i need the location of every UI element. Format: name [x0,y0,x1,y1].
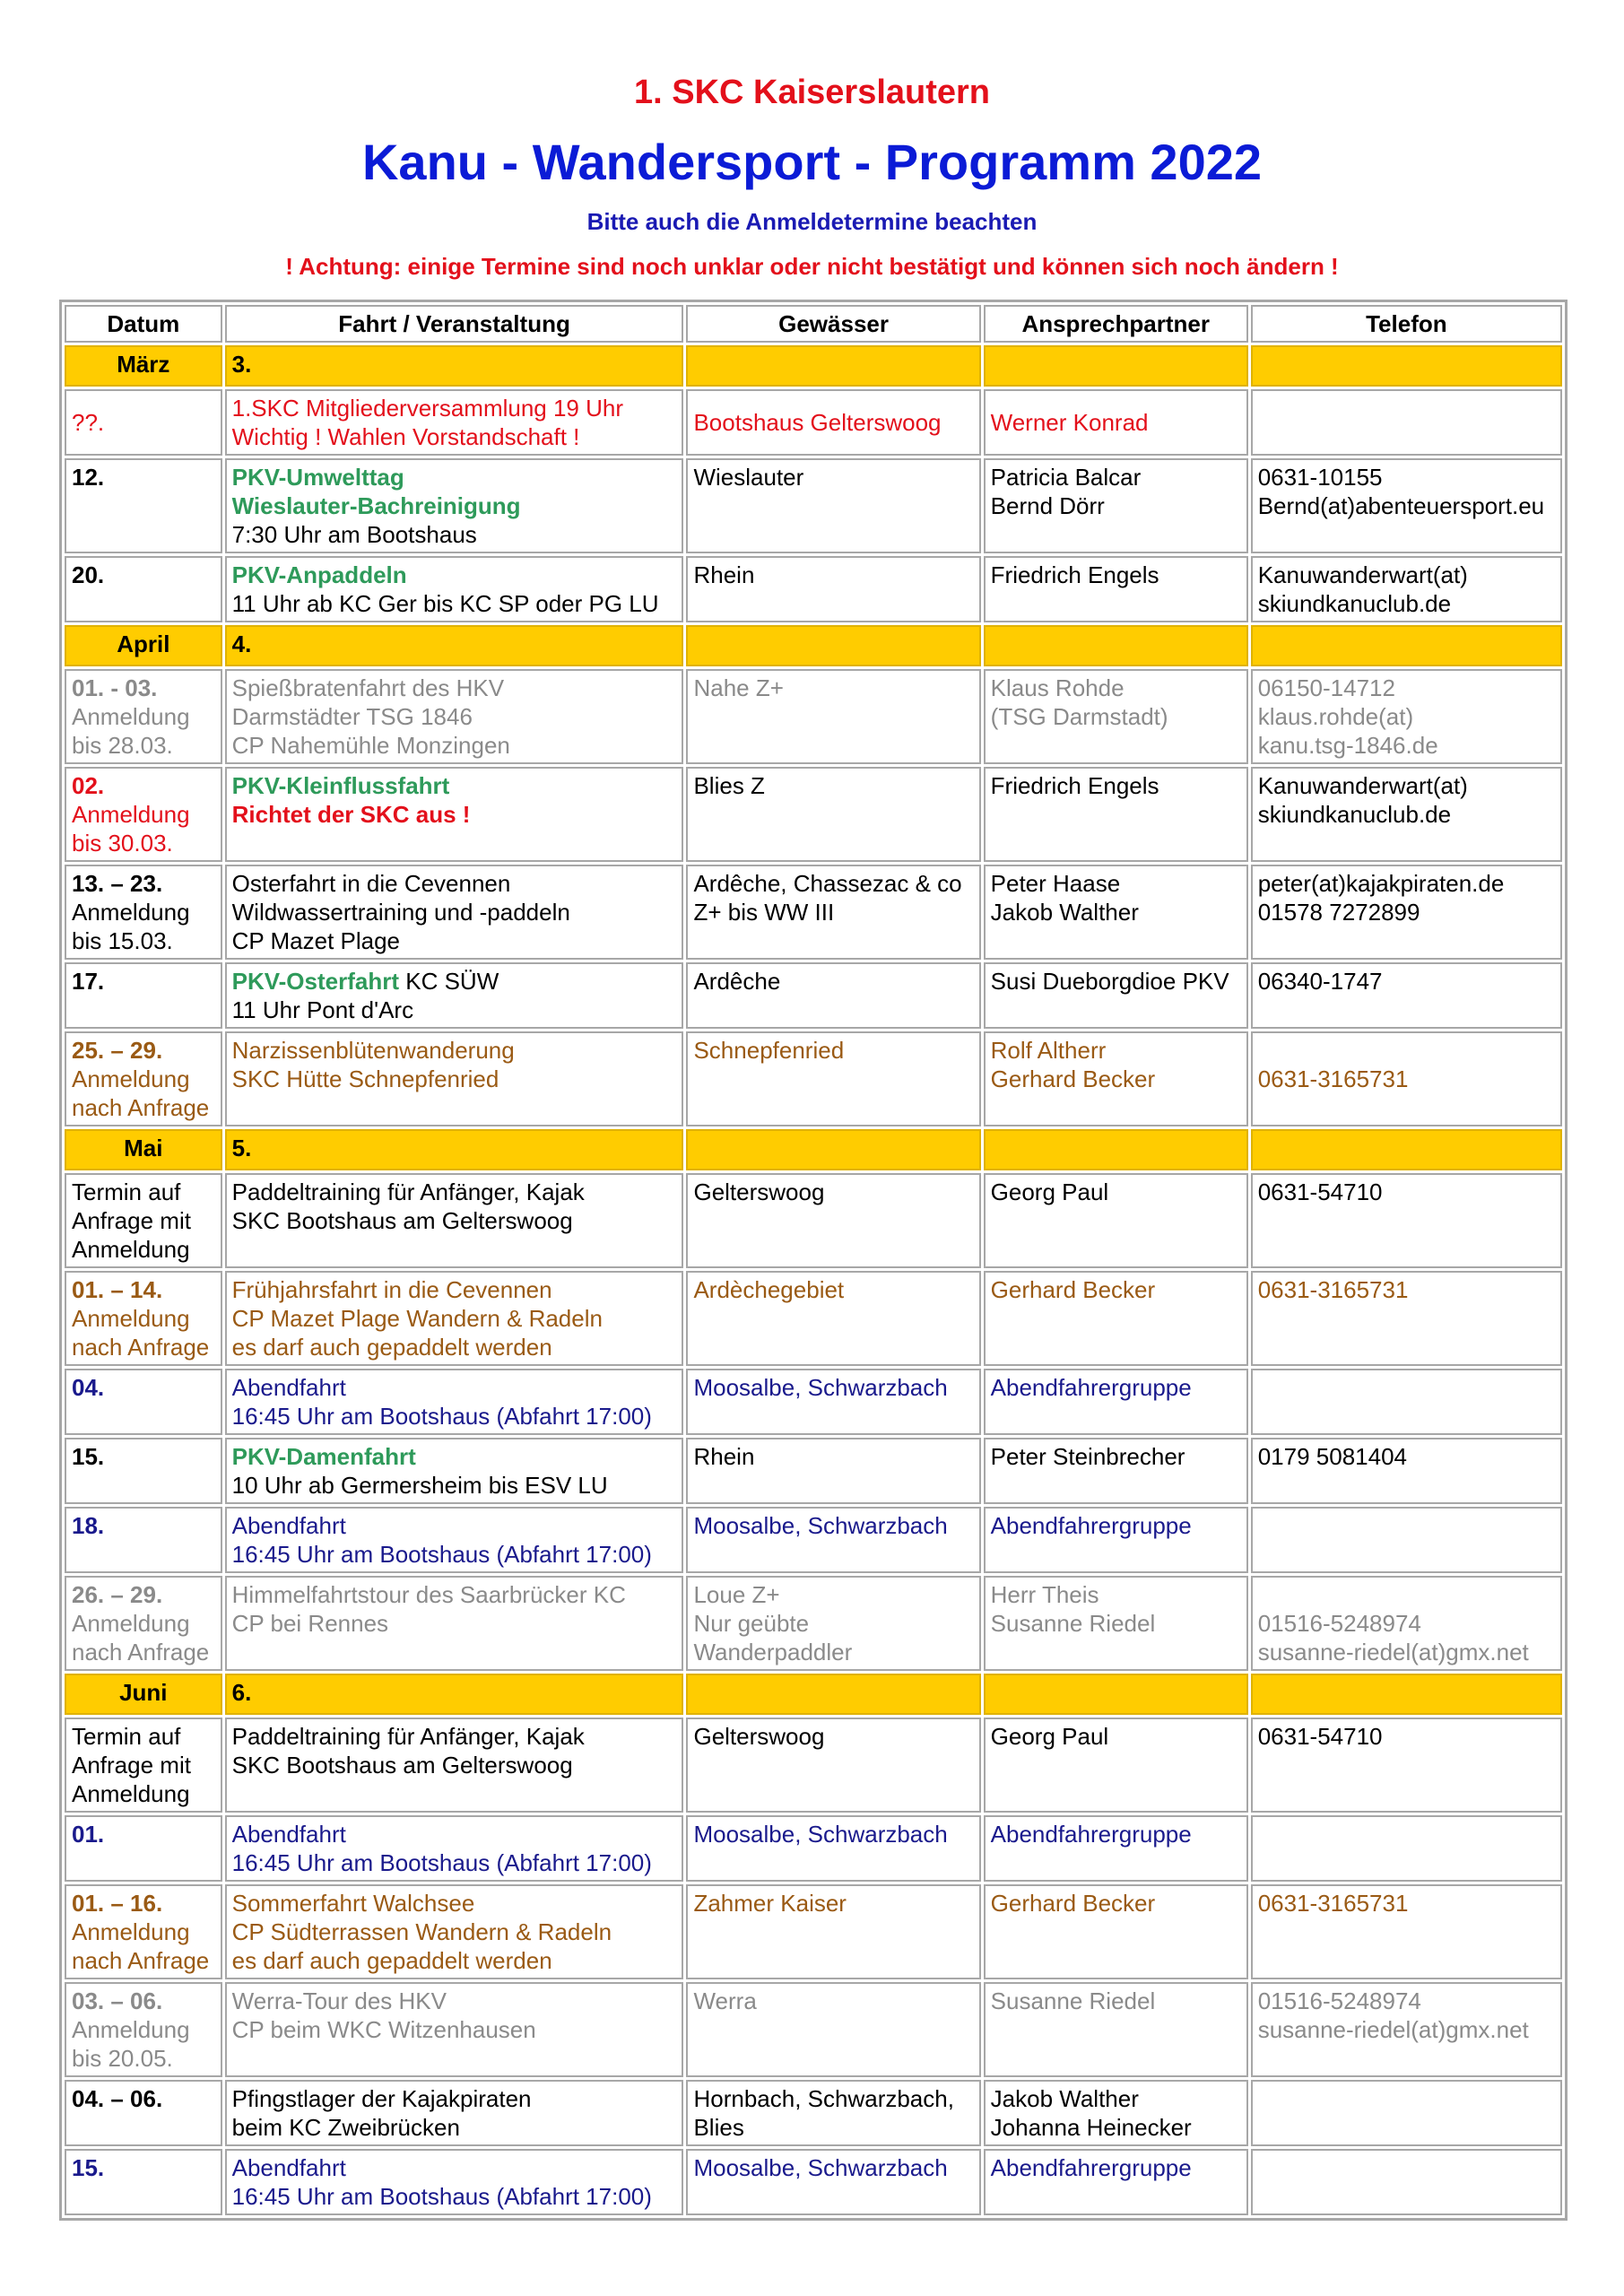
month-name: April [65,625,222,666]
column-header: Telefon [1251,305,1562,343]
table-row: 18. Abendfahrt 16:45 Uhr am Bootshaus (Abfahrt 17:00) Moosalbe, Schwarzbach Abendfahrergruppe [65,1507,1562,1573]
table-row: 01. - 03. Anmeldung bis 28.03. Spießbratenfahrt des HKV Darmstädter TSG 1846 CP Nahemühle Monzingen Nahe Z+ Klaus Rohde (TSG Darmstadt) 06150-14712 klaus.rohde(at) kanu.tsg-1846.de [65,669,1562,764]
email-link[interactable]: Bernd(at)abenteuersport.eu [1257,492,1545,519]
table-row: 01. Abendfahrt 16:45 Uhr am Bootshaus (Abfahrt 17:00) Moosalbe, Schwarzbach Abendfahrergruppe [65,1815,1562,1882]
table-row: 25. – 29. Anmeldung nach Anfrage Narzissenblütenwanderung SKC Hütte Schnepfenried Schnepfenried Rolf Altherr Gerhard Becker 0631-3165731 [65,1031,1562,1126]
month-row-april [65,625,1562,666]
table-row: ??. 1.SKC Mitgliederversammlung 19 Uhr Wichtig ! Wahlen Vorstandschaft ! Bootshaus Gelterswoog Werner Konrad [65,389,1562,456]
club-name: 1. SKC Kaiserslautern [633,74,991,111]
table-row: 04. Abendfahrt 16:45 Uhr am Bootshaus (Abfahrt 17:00) Moosalbe, Schwarzbach Abendfahrergruppe [65,1369,1562,1435]
month-name: März [65,345,222,387]
table-row: 26. – 29. Anmeldung nach Anfrage Himmelfahrtstour des Saarbrücker KC CP bei Rennes Loue Z+ Nur geübte Wanderpaddler Herr Theis Susanne Riedel 01516-5248974 susanne-riedel(at)gmx.net [65,1576,1562,1671]
table-row: 15. Abendfahrt 16:45 Uhr am Bootshaus (Abfahrt 17:00) Moosalbe, Schwarzbach Abendfahrergruppe [65,2149,1562,2215]
table-row: Termin auf Anfrage mit Anmeldung Paddeltraining für Anfänger, Kajak SKC Bootshaus am Gelterswoog Gelterswoog Georg Paul 0631-54710 [65,1173,1562,1268]
table-row: 01. – 16. Anmeldung nach Anfrage Sommerfahrt Walchsee CP Südterrassen Wandern & Radeln es darf auch gepaddelt werden Zahmer Kaiser Gerhard Becker 0631-3165731 [65,1884,1562,1979]
table-row: 03. – 06. Anmeldung bis 20.05. Werra-Tour des HKV CP beim WKC Witzenhausen Werra Susanne Riedel 01516-5248974 susanne-riedel(at)gmx.net [65,1982,1562,2077]
registration-note: Bitte auch die Anmeldetermine beachten [586,208,1038,235]
month-number: 4. [225,625,684,666]
month-number: 5. [225,1129,684,1170]
month-name: Juni [65,1674,222,1715]
column-header: Ansprechpartner [984,305,1248,343]
month-row-juni [65,1674,1562,1715]
table-row: 04. – 06. Pfingstlager der Kajakpiraten beim KC Zweibrücken Hornbach, Schwarzbach, Blies Jakob Walther Johanna Heinecker [65,2080,1562,2146]
table-row: 02. Anmeldung bis 30.03. PKV-Kleinflussfahrt Richtet der SKC aus ! Blies Z Friedrich Engels Kanuwanderwart(at) skiundkanuclub.de [65,767,1562,862]
warning-note: ! Achtung: einige Termine sind noch unklar oder nicht bestätigt und können sich noch ändern ! [285,253,1339,280]
column-header: Fahrt / Veranstaltung [225,305,684,343]
month-number: 3. [225,345,684,387]
month-row-maerz [65,345,1562,387]
email-link[interactable]: peter(at)kajakpiraten.de [1257,870,1505,897]
page-title: Kanu - Wandersport - Programm 2022 [361,134,1263,190]
table-header-row [65,305,1562,343]
table-row: 17. PKV-Osterfahrt KC SÜW 11 Uhr Pont d'Arc Ardêche Susi Dueborgdioe PKV 06340-1747 [65,962,1562,1029]
month-name: Mai [65,1129,222,1170]
table-row: 01. – 14. Anmeldung nach Anfrage Frühjahrsfahrt in die Cevennen CP Mazet Plage Wandern & Radeln es darf auch gepaddelt werden Ardèchegebiet Gerhard Becker 0631-3165731 [65,1271,1562,1366]
month-row-mai [65,1129,1562,1170]
table-row: 15. PKV-Damenfahrt 10 Uhr ab Germersheim bis ESV LU Rhein Peter Steinbrecher 0179 5081404 [65,1438,1562,1504]
column-header: Gewässer [686,305,980,343]
table-row: 12. PKV-Umwelttag Wieslauter-Bachreinigung 7:30 Uhr am Bootshaus Wieslauter Patricia Balcar Bernd Dörr 0631-10155 Bernd(at)abenteuersport.eu [65,458,1562,553]
column-header: Datum [65,305,222,343]
email-link[interactable]: susanne-riedel(at)gmx.net [1257,1639,1529,1665]
table-row: 13. – 23. Anmeldung bis 15.03. Osterfahrt in die Cevennen Wildwassertraining und -paddeln CP Mazet Plage Ardêche, Chassezac & co Z+ bis WW III Peter Haase Jakob Walther peter(at)kajakpiraten.de 01578 7272899 [65,865,1562,960]
table-row: Termin auf Anfrage mit Anmeldung Paddeltraining für Anfänger, Kajak SKC Bootshaus am Gelterswoog Gelterswoog Georg Paul 0631-54710 [65,1718,1562,1813]
email-link[interactable]: susanne-riedel(at)gmx.net [1257,2016,1529,2043]
month-number: 6. [225,1674,684,1715]
program-table [59,300,1568,2221]
table-row: 20. PKV-Anpaddeln 11 Uhr ab KC Ger bis KC SP oder PG LU Rhein Friedrich Engels Kanuwanderwart(at) skiundkanuclub.de [65,556,1562,622]
